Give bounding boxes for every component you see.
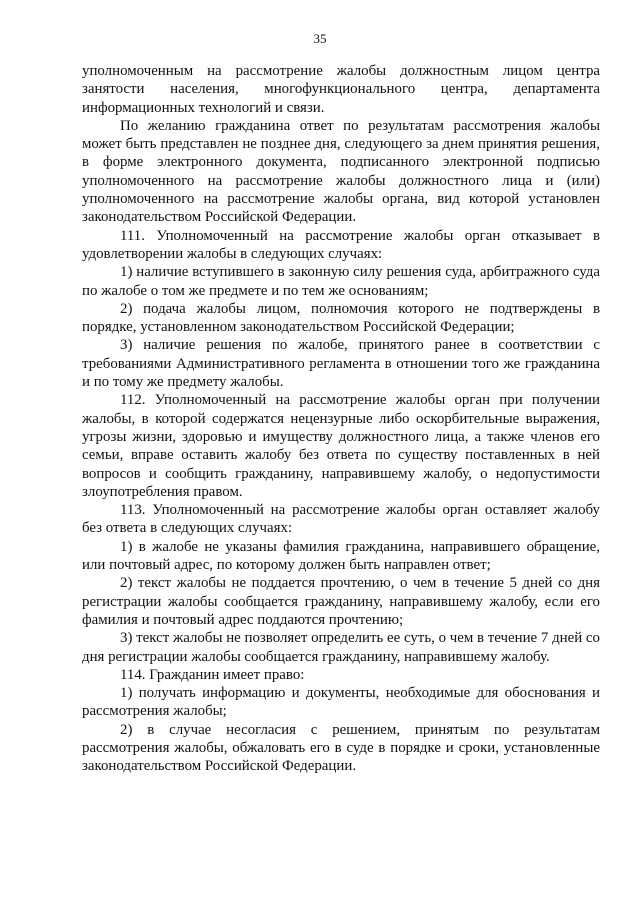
paragraph-111-item-2: 2) подача жалобы лицом, полномочия которого не подтверждены в порядке, установленном законодательством Российской Федерации; — [82, 300, 600, 336]
paragraph-111-item-3: 3) наличие решения по жалобе, принятого ранее в соответствии с требованиями Административного регламента в отношении того же гражданина и по тому же предмету жалобы. — [82, 337, 600, 391]
paragraph-113-item-3: 3) текст жалобы не позволяет определить ее суть, о чем в течение 7 дней со дня регистрации жалобы сообщается гражданину, направившему жалобу. — [82, 630, 600, 665]
paragraph-114-item-2: 2) в случае несогласия с решением, принятым по результатам рассмотрения жалобы, обжаловать его в суде в порядке и сроки, установленные законодательством Российской Федерации. — [82, 721, 600, 775]
paragraph-111: 111. Уполномоченный на рассмотрение жалобы орган отказывает в удовлетворении жалобы в следующих случаях: — [82, 227, 600, 262]
paragraph-electronic-response: По желанию гражданина ответ по результатам рассмотрения жалобы может быть представлен не позднее дня, следующего за днем принятия решения, в форме электронного документа, подписанного электронной подписью уполномоченного на рассмотрение жалобы должностного лица и (или) уполномоченного на рассмотрение жалобы органа, вид которой установлен законодательством Российской Федерации. — [82, 117, 600, 226]
body-text — [82, 62, 600, 776]
paragraph-111-item-1: 1) наличие вступившего в законную силу решения суда, арбитражного суда по жалобе о том же предмете и по тем же основаниям; — [82, 264, 600, 299]
page-number: 35 — [313, 31, 327, 46]
paragraph-114-item-1: 1) получать информацию и документы, необходимые для обоснования и рассмотрения жалобы; — [82, 685, 600, 720]
paragraph-113-item-1: 1) в жалобе не указаны фамилия гражданина, направившего обращение, или почтовый адрес, по которому должен быть направлен ответ; — [82, 538, 600, 574]
paragraph-114: 114. Гражданин имеет право: — [120, 666, 305, 683]
paragraph-continuation: уполномоченным на рассмотрение жалобы должностным лицом центра занятости населения, многофункционального центра, департамента информационных технологий и связи. — [82, 63, 600, 116]
paragraph-112: 112. Уполномоченный на рассмотрение жалобы орган при получении жалобы, в которой содержатся нецензурные либо оскорбительные выражения, угрозы жизни, здоровью и имуществу должностного лица, а также членов его семьи, вправе оставить жалобу без ответа по существу поставленных в ней вопросов и сообщить гражданину, направившему жалобу, о недопустимости злоупотребления правом. — [82, 392, 600, 500]
paragraph-113-item-2: 2) текст жалобы не поддается прочтению, о чем в течение 5 дней со дня регистрации жалобы сообщается гражданину, направившему жалобу, если его фамилия и почтовый адрес поддаются прочтению; — [82, 575, 600, 628]
paragraph-113: 113. Уполномоченный на рассмотрение жалобы орган оставляет жалобу без ответа в следующих случаях: — [82, 502, 600, 537]
